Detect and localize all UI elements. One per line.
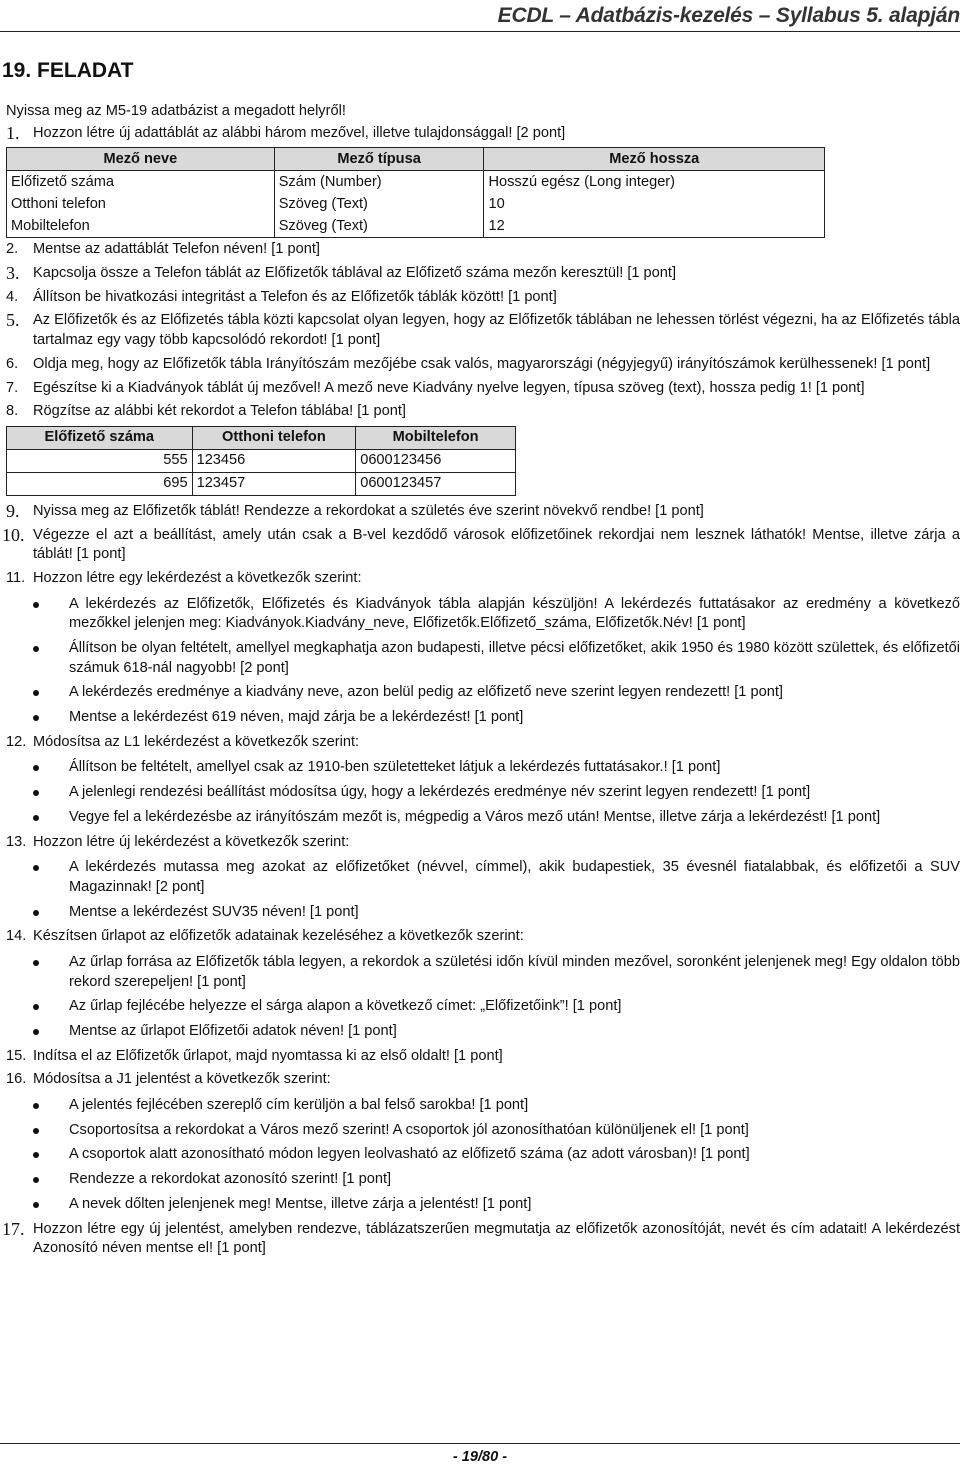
bullet-item xyxy=(6,1195,960,1215)
bullet-dot-icon xyxy=(33,715,39,721)
page-header-title: ECDL – Adatbázis-kezelés – Syllabus 5. alapján xyxy=(497,4,960,27)
table-header-row xyxy=(7,148,825,171)
table-cell: Előfizető száma xyxy=(7,171,275,194)
bullet-text: A lekérdezés mutassa meg azokat az előfizetőket (névvel, címmel), akik budapestiek, 35 évesnél fiatalabbak, és előfizetői a SUV Magazinnak! [2 pont] xyxy=(69,859,960,895)
bullet-item xyxy=(6,1022,960,1042)
task-item-text: Kapcsolja össze a Telefon táblát az Előfizetők táblával az Előfizető száma mezőn keresztül! [1 pont] xyxy=(33,265,677,282)
task-item-text: Hozzon létre új adattáblát az alábbi három mezővel, illetve tulajdonsággal! [2 pont] xyxy=(33,124,566,141)
task-item xyxy=(6,240,960,260)
bullet-text: Állítson be olyan feltételt, amellyel megkaphatja azon budapesti, illetve pécsi előfizetőket, akik 1950 és 1980 között születtek, és előfizetői számuk 618-nál nagyobb! [2 pont] xyxy=(69,640,960,676)
bullet-item xyxy=(6,858,960,897)
task-item xyxy=(6,502,960,522)
bullet-dot-icon xyxy=(33,602,39,608)
task-item-text: Módosítsa a J1 jelentést a következők szerint: xyxy=(33,1071,331,1088)
bullet-item xyxy=(6,953,960,992)
task-item-number: 14. xyxy=(6,928,27,945)
task-item-number: 3. xyxy=(6,263,20,284)
intro-text: Nyissa meg az M5-19 adatbázist a megadott helyről! xyxy=(6,103,346,119)
bullet-list xyxy=(6,858,960,922)
bullet-dot-icon xyxy=(33,1029,39,1035)
table-row xyxy=(7,171,825,194)
table-cell: 695 xyxy=(7,472,193,495)
bullet-dot-icon xyxy=(33,1177,39,1183)
bullet-dot-icon xyxy=(33,765,39,771)
task-item-text: Nyissa meg az Előfizetők táblát! Rendezze a rekordokat a születés éve szerint növekvő rendbe! [1 pont] xyxy=(33,502,704,519)
column-header: Otthoni telefon xyxy=(192,426,356,449)
bullet-item xyxy=(6,1145,960,1165)
bullet-item xyxy=(6,903,960,923)
task-item-number: 13. xyxy=(6,833,27,850)
bullet-text: A jelentés fejlécében szereplő cím kerüljön a bal felső sarokba! [1 pont] xyxy=(69,1097,529,1114)
bullet-item xyxy=(6,1121,960,1141)
table-cell: Hosszú egész (Long integer) xyxy=(484,171,825,194)
task-item-text: Hozzon létre egy új jelentést, amelyben rendezve, táblázatszerűen megmutatja az előfizetők azonosítóját, nevét és cím adatait! A lekérdezést Azonosító néven mentse el! [1 pont] xyxy=(33,1220,960,1257)
table-cell: Szöveg (Text) xyxy=(274,215,484,238)
header-divider xyxy=(0,31,960,32)
bullet-dot-icon xyxy=(33,815,39,821)
task-item xyxy=(6,288,960,308)
bullet-text: A lekérdezés az Előfizetők, Előfizetés és Kiadványok tábla alapján készüljön! A lekérdezés futtatásakor az eredmény a következő mezőkkel jelenjen meg: Kiadványok.Kiadvány_neve, Előfizetők.Előfizető_száma, Előfizetők.Név! [1 pont] xyxy=(69,595,960,632)
task-item-text: Hozzon létre új lekérdezést a következők szerint: xyxy=(33,833,350,850)
bullet-item xyxy=(6,1170,960,1190)
task-item xyxy=(6,1047,960,1067)
record-table xyxy=(6,426,516,496)
table-cell: Szám (Number) xyxy=(274,171,484,194)
table-row xyxy=(7,449,516,472)
bullet-text: Rendezze a rekordokat azonosító szerint! [1 pont] xyxy=(69,1171,392,1188)
bullet-text: Csoportosítsa a rekordokat a Város mező szerint! A csoportok jól azonosíthatóan különüljenek el! [1 pont] xyxy=(69,1121,749,1138)
bullet-dot-icon xyxy=(33,790,39,796)
bullet-text: A jelenlegi rendezési beállítást módosítsa úgy, hogy a lekérdezés eredménye név szerint legyen rendezett! [1 pont] xyxy=(69,784,811,801)
task-item xyxy=(6,402,960,422)
table-row xyxy=(7,215,825,238)
task-item-number: 12. xyxy=(6,733,27,750)
bullet-item xyxy=(6,683,960,703)
task-item-text: Indítsa el az Előfizetők űrlapot, majd nyomtassa ki az első oldalt! [1 pont] xyxy=(33,1047,503,1064)
bullet-dot-icon xyxy=(33,1128,39,1134)
bullet-item xyxy=(6,758,960,778)
task-item-text: Mentse az adattáblát Telefon néven! [1 pont] xyxy=(33,241,320,258)
task-item-number: 4. xyxy=(6,288,19,305)
bullet-item xyxy=(6,708,960,728)
task-item-text: Az Előfizetők és az Előfizetés tábla közti kapcsolat olyan legyen, hogy az Előfizetők táblában ne lehessen törlést végezni, ha az Előfizetés tábla tartalmaz egy vagy több kapcsolódó rekordot! [1 pont] xyxy=(33,312,960,349)
bullet-dot-icon xyxy=(33,1202,39,1208)
task-content xyxy=(2,102,960,1263)
bullet-text: A lekérdezés eredménye a kiadvány neve, azon belül pedig az előfizető neve szerint legyen rendezett! [1 pont] xyxy=(69,684,783,701)
table-row xyxy=(7,193,825,215)
task-item-number: 11. xyxy=(6,569,26,586)
bullet-text: Mentse a lekérdezést 619 néven, majd zárja be a lekérdezést! [1 pont] xyxy=(69,709,524,726)
bullet-text: Állítson be feltételt, amellyel csak az 1910-ben születetteket látjuk a lekérdezés futtatásakor.! [1 pont] xyxy=(69,759,721,776)
task-item xyxy=(2,524,960,565)
footer-divider xyxy=(0,1443,960,1444)
bullet-item xyxy=(6,639,960,678)
bullet-text: Mentse a lekérdezést SUV35 néven! [1 pont] xyxy=(69,903,359,920)
task-item-text: Készítsen űrlapot az előfizetők adatainak kezeléséhez a következők szerint: xyxy=(33,928,524,945)
bullet-list xyxy=(6,953,960,1042)
task-item-number: 7. xyxy=(6,379,19,396)
task-item xyxy=(6,833,960,853)
task-item-number: 2. xyxy=(6,241,19,258)
bullet-dot-icon xyxy=(33,910,39,916)
task-item-number: 15. xyxy=(6,1047,27,1064)
bullet-dot-icon xyxy=(33,690,39,696)
bullet-item xyxy=(6,997,960,1017)
bullet-text: A nevek dőlten jelenjenek meg! Mentse, illetve zárja a jelentést! [1 pont] xyxy=(69,1195,532,1212)
bullet-item xyxy=(6,808,960,828)
bullet-list xyxy=(6,758,960,827)
bullet-dot-icon xyxy=(33,1103,39,1109)
task-item xyxy=(6,569,960,589)
bullet-item xyxy=(6,595,960,634)
table-cell: 123457 xyxy=(192,472,356,495)
table-cell: 10 xyxy=(484,193,825,215)
task-item xyxy=(6,1070,960,1090)
task-item xyxy=(2,1218,960,1259)
bullet-text: Az űrlap fejlécébe helyezze el sárga alapon a következő címet: „Előfizetőink”! [1 pont] xyxy=(69,998,622,1015)
task-item xyxy=(6,355,960,375)
task-item-number: 6. xyxy=(6,355,19,372)
task-item xyxy=(6,379,960,399)
bullet-text: Az űrlap forrása az Előfizetők tábla legyen, a rekordok a születési időn kívül minden mezővel, soronként jelenjenek meg! Egy oldalon több rekord szerepeljen! [1 pont] xyxy=(69,953,960,990)
task-item-number: 10. xyxy=(2,524,25,545)
table-cell: 555 xyxy=(7,449,193,472)
table-row xyxy=(7,472,516,495)
field-table xyxy=(6,147,825,238)
table-cell: 0600123456 xyxy=(356,449,516,472)
task-item xyxy=(6,264,960,284)
task-item xyxy=(6,733,960,753)
task-item xyxy=(6,124,960,144)
bullet-text: A csoportok alatt azonosítható módon legyen leolvasható az előfizető száma (az adott városban)! [1 pont] xyxy=(69,1146,750,1163)
table-cell: Szöveg (Text) xyxy=(274,193,484,215)
task-item-text: Állítson be hivatkozási integritást a Telefon és az Előfizetők táblák között! [1 pont] xyxy=(33,288,557,305)
task-title: 19. FELADAT xyxy=(2,59,134,82)
task-item-text: Hozzon létre egy lekérdezést a következők szerint: xyxy=(33,569,362,586)
task-item xyxy=(6,311,960,350)
page-number: - 19/80 - xyxy=(452,1449,508,1465)
bullet-list xyxy=(6,595,960,728)
task-item-number: 8. xyxy=(6,403,19,420)
task-item-number: 16. xyxy=(6,1071,27,1088)
table-cell: 12 xyxy=(484,215,825,238)
table-cell: Otthoni telefon xyxy=(7,193,275,215)
bullet-dot-icon xyxy=(33,960,39,966)
column-header: Előfizető száma xyxy=(7,426,193,449)
bullet-dot-icon xyxy=(33,865,39,871)
task-item-text: Módosítsa az L1 lekérdezést a következők szerint: xyxy=(33,733,360,750)
bullet-text: Mentse az űrlapot Előfizetői adatok néven! [1 pont] xyxy=(69,1023,397,1039)
bullet-dot-icon xyxy=(33,1004,39,1010)
task-item-text: Rögzítse az alábbi két rekordot a Telefon táblába! [1 pont] xyxy=(33,403,406,420)
bullet-dot-icon xyxy=(33,1152,39,1158)
task-item-text: Végezze el azt a beállítást, amely után csak a B-vel kezdődő városok előfizetőinek rekordjai nem lesznek láthatók! Mentse, illetve zárja a táblát! [1 pont] xyxy=(33,526,960,563)
task-item-number: 1. xyxy=(6,122,20,143)
table-cell: 0600123457 xyxy=(356,472,516,495)
column-header: Mező típusa xyxy=(274,148,484,171)
table-header-row xyxy=(7,426,516,449)
column-header: Mező hossza xyxy=(484,148,825,171)
column-header: Mező neve xyxy=(7,148,275,171)
task-item-number: 5. xyxy=(6,310,20,331)
table-cell: 123456 xyxy=(192,449,356,472)
task-item-text: Egészítse ki a Kiadványok táblát új mezővel! A mező neve Kiadvány nyelve legyen, típusa szöveg (text), hossza pedig 1! [1 pont] xyxy=(33,379,865,396)
bullet-text: Vegye fel a lekérdezésbe az irányítószám mezőt is, mégpedig a Város mező után! Mentse, illetve zárja a lekérdezést! [1 pont] xyxy=(69,808,881,825)
task-item-number: 9. xyxy=(6,500,20,521)
table-cell: Mobiltelefon xyxy=(7,215,275,238)
bullet-list xyxy=(6,1096,960,1214)
bullet-dot-icon xyxy=(33,646,39,652)
task-item-number: 17. xyxy=(2,1218,25,1239)
task-item xyxy=(6,927,960,947)
bullet-item xyxy=(6,1096,960,1116)
bullet-item xyxy=(6,783,960,803)
column-header: Mobiltelefon xyxy=(356,426,516,449)
task-item-text: Oldja meg, hogy az Előfizetők tábla Irányítószám mezőjébe csak valós, magyarországi (négyjegyű) irányítószámok kerülhessenek! [1 pont] xyxy=(33,355,931,372)
